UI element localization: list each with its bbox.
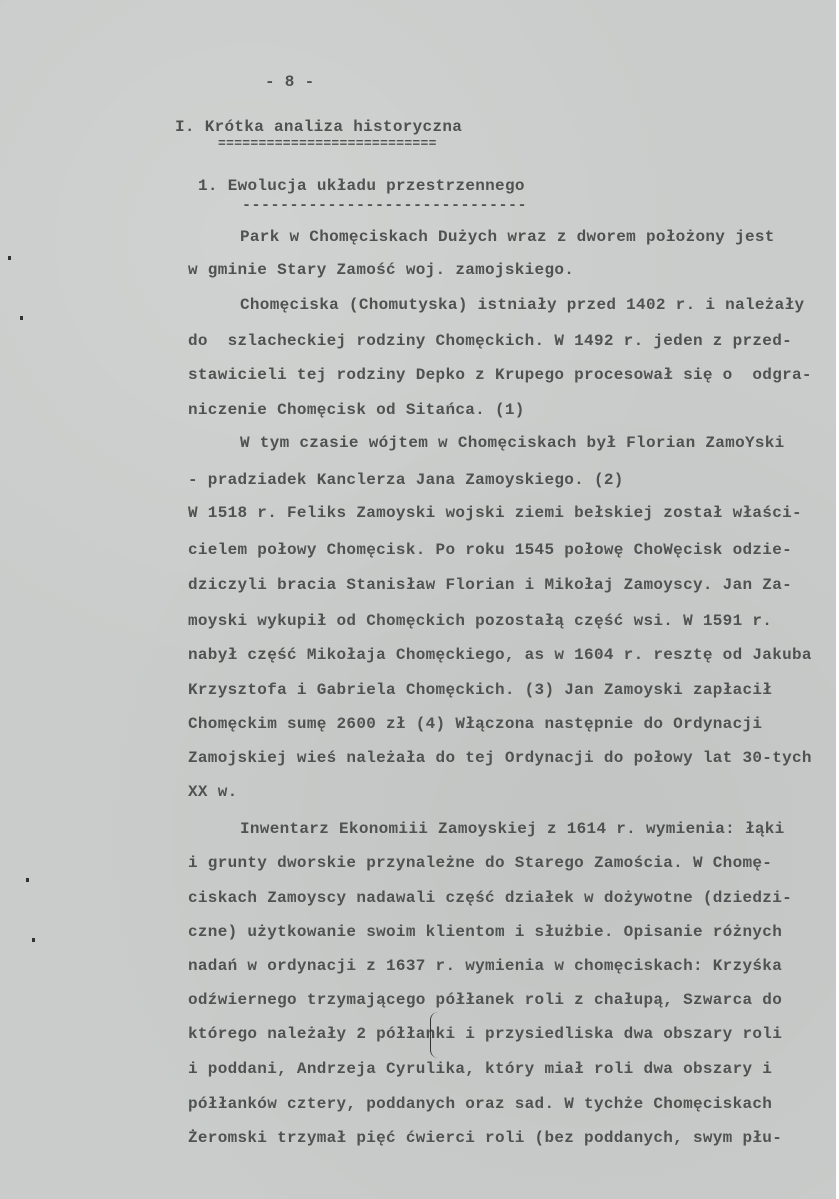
text-line: Chomęckim sumę 2600 zł (4) Włączona następnie do Ordynacji <box>188 715 763 733</box>
page-number: - 8 - <box>265 73 315 91</box>
text-line: dziczyli bracia Stanisław Florian i Mikołaj Zamoyscy. Jan Za- <box>188 576 792 594</box>
text-line: W tym czasie wójtem w Chomęciskach był Florian ZamoYski <box>240 434 785 452</box>
heading-underline: =========================== <box>218 136 437 151</box>
handwritten-pen-mark <box>430 1012 439 1058</box>
text-line: ciskach Zamoyscy nadawali część działek w dożywotne (dziedzi- <box>188 889 792 907</box>
text-line: i poddani, Andrzeja Cyrulika, który miał roli dwa obszary i <box>188 1060 773 1078</box>
text-line: Park w Chomęciskach Dużych wraz z dworem położony jest <box>240 228 775 246</box>
text-line: W 1518 r. Feliks Zamoyski wojski ziemi bełskiej został właści- <box>188 504 802 522</box>
text-line: półłanków cztery, poddanych oraz sad. W tychże Chomęciskach <box>188 1095 773 1113</box>
margin-mark <box>20 316 23 320</box>
text-line: Inwentarz Ekonomiii Zamoyskiej z 1614 r. wymienia: łąki <box>240 820 785 838</box>
text-line: czne) użytkowanie swoim klientom i służbie. Opisanie różnych <box>188 923 783 941</box>
text-line: stawicieli tej rodziny Depko z Krupego procesował się o odgra- <box>188 366 812 384</box>
text-line: i grunty dworskie przynależne do Starego Zamościa. W Chomę- <box>188 854 773 872</box>
text-line: moyski wykupił od Chomęckich pozostałą część wsi. W 1591 r. <box>188 612 773 630</box>
text-line: którego należały 2 półłanki i przysiedliska dwa obszary roli <box>188 1025 783 1043</box>
text-line: w gminie Stary Zamość woj. zamojskiego. <box>188 261 575 279</box>
text-line: Krzysztofa i Gabriela Chomęckich. (3) Jan Zamoyski zapłacił <box>188 681 773 699</box>
text-line: nadań w ordynacji z 1637 r. wymienia w chomęciskach: Krzyśka <box>188 957 783 975</box>
text-line: Chomęciska (Chomutyska) istniały przed 1402 r. i należały <box>240 296 805 314</box>
text-line: - pradziadek Kanclerza Jana Zamoyskiego. (2) <box>188 471 624 489</box>
margin-mark <box>26 878 29 882</box>
text-line: odźwiernego trzymającego półłanek roli z chałupą, Szwarca do <box>188 991 783 1009</box>
text-line: Żeromski trzymał pięć ćwierci roli (bez poddanych, swym płu- <box>188 1129 783 1147</box>
text-line: cielem połowy Chomęcisk. Po roku 1545 połowę ChoWęcisk odzie- <box>188 541 792 559</box>
text-line: XX w. <box>188 783 238 801</box>
margin-mark <box>8 256 11 260</box>
section-heading: I. Krótka analiza historyczna <box>175 118 463 136</box>
margin-mark <box>32 938 35 942</box>
text-line: Zamojskiej wieś należała do tej Ordynacji do połowy lat 30-tych <box>188 749 812 767</box>
text-line: do szlacheckiej rodziny Chomęckich. W 1492 r. jeden z przed- <box>188 332 792 350</box>
subheading-underline: ------------------------------ <box>242 197 528 214</box>
text-line: nabył część Mikołaja Chomęckiego, as w 1604 r. resztę od Jakuba <box>188 646 812 664</box>
subsection-heading: 1. Ewolucja układu przestrzennego <box>198 177 525 195</box>
text-line: niczenie Chomęcisk od Sitańca. (1) <box>188 401 525 419</box>
